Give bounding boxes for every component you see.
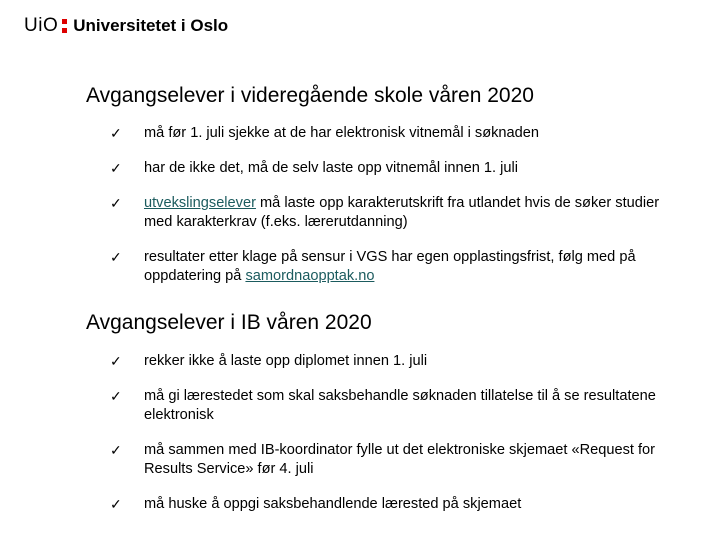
check-icon: ✓ [110, 195, 122, 211]
section1-heading: Avgangselever i videregående skole våren 2020 [86, 84, 534, 107]
logo-uio-text: UiO [24, 15, 59, 36]
check-icon: ✓ [110, 442, 122, 458]
list-item [110, 248, 690, 286]
item-text: rekker ikke å laste opp diplomet innen 1. juli [144, 353, 428, 369]
item-text: må sammen med IB-koordinator fylle ut det elektroniske skjemaet «Request for Results Service» før 4. juli [144, 442, 656, 477]
uio-logo [24, 14, 228, 38]
list-item [110, 124, 690, 143]
logo-university-name: Universitetet i Oslo [73, 16, 229, 35]
list-item [110, 495, 690, 514]
item-text: har de ikke det, må de selv laste opp vitnemål innen 1. juli [144, 160, 518, 176]
check-icon: ✓ [110, 496, 122, 512]
item-text: må gi lærestedet som skal saksbehandle søknaden tillatelse til å se resultatene elektronisk [144, 388, 656, 423]
item-text: må huske å oppgi saksbehandlende lærested på skjemaet [144, 496, 522, 512]
section1-list [110, 124, 690, 286]
list-item [110, 159, 690, 178]
item-text-start: resultater etter klage på sensur i VGS har egen opplastingsfrist, følg med på oppdatering på [144, 249, 636, 284]
item-text-rest: må laste opp karakterutskrift fra utlandet hvis de søker studier med karakterkrav (f.eks. lærerutdanning) [144, 195, 660, 230]
check-icon: ✓ [110, 249, 122, 265]
section2-heading: Avgangselever i IB våren 2020 [86, 311, 372, 334]
check-icon: ✓ [110, 160, 122, 176]
item-text: må før 1. juli sjekke at de har elektronisk vitnemål i søknaden [144, 125, 540, 141]
list-item [110, 387, 690, 425]
check-icon: ✓ [110, 388, 122, 404]
list-item [110, 352, 690, 371]
item-text [144, 248, 690, 286]
list-item [110, 194, 690, 232]
logo-colon-icon [62, 19, 67, 33]
utvekslingselever-link[interactable]: utvekslingselever [144, 195, 256, 211]
list-item [110, 441, 690, 479]
check-icon: ✓ [110, 125, 122, 141]
section2-list [110, 352, 690, 530]
samordnaopptak-link[interactable]: samordnaopptak.no [245, 268, 375, 284]
check-icon: ✓ [110, 353, 122, 369]
item-text [144, 194, 690, 232]
